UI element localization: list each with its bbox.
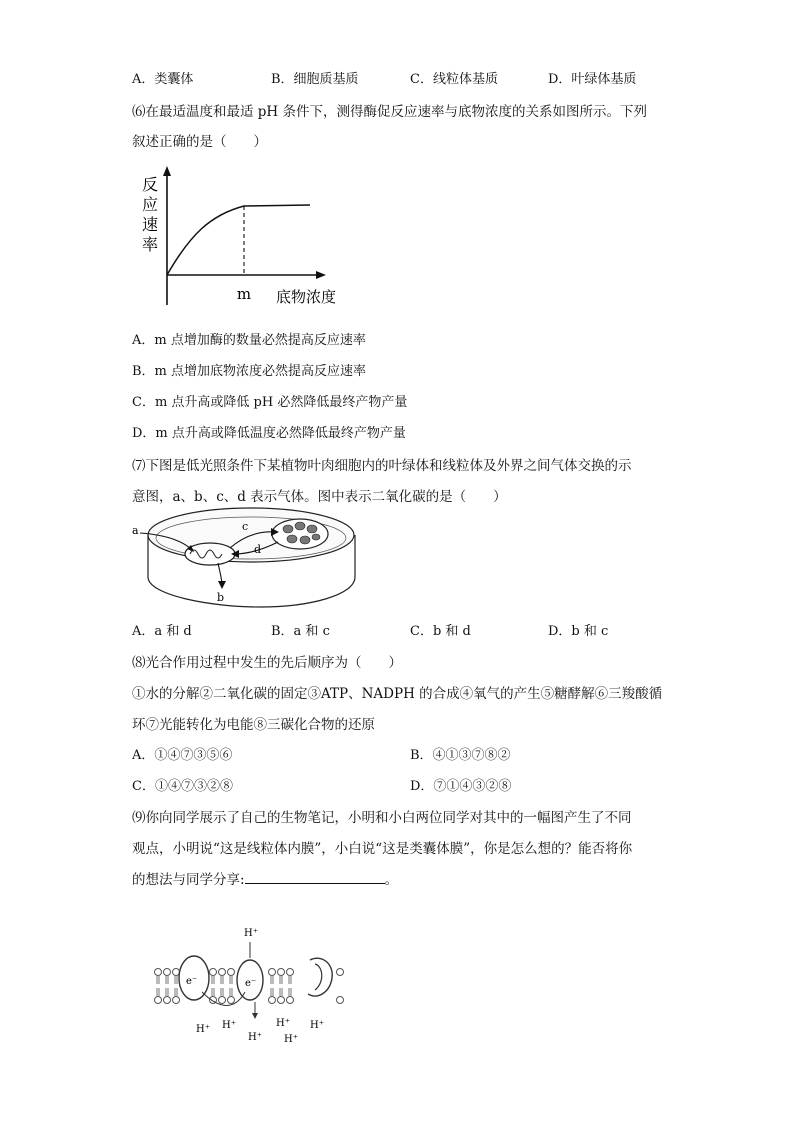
q8-option-c: C．①④⑦③②⑧ <box>132 779 233 794</box>
label-e-1: e⁻ <box>186 976 198 987</box>
label-a: a <box>132 524 139 537</box>
membrane-protein-3 <box>308 958 332 996</box>
q9-line3-suffix: 。 <box>384 872 399 888</box>
x-label: 底物浓度 <box>276 288 337 306</box>
y-label-2: 应 <box>141 195 159 214</box>
q6-option-d: D．m 点升高或降低温度必然降低最终产物产量 <box>132 426 406 441</box>
q6-option-b: B．m 点增加底物浓度必然提高反应速率 <box>132 364 367 379</box>
q8-items-line1: ①水的分解②二氧化碳的固定③ATP、NADPH 的合成④氧气的产生⑤糖酵解⑥三羧酸循 <box>132 686 663 702</box>
y-label-1: 反 <box>141 175 159 194</box>
q6-stem-line2: 叙述正确的是（ ） <box>132 134 267 150</box>
mitochondrion <box>185 543 235 565</box>
y-axis-arrow <box>163 166 171 176</box>
q5-option-b: B．细胞质基质 <box>271 72 359 87</box>
q7-stem-line1: ⑺下图是低光照条件下某植物叶肉细胞内的叶绿体和线粒体及外界之间气体交换的示 <box>132 458 632 474</box>
q8-stem: ⑻光合作用过程中发生的先后顺序为（ ） <box>132 655 402 671</box>
q9-line1: ⑼你向同学展示了自己的生物笔记，小明和小白两位同学对其中的一幅图产生了不同 <box>132 810 632 826</box>
q5-option-c: C．线粒体基质 <box>410 72 498 87</box>
q5-option-d: D．叶绿体基质 <box>548 72 637 87</box>
q7-option-b: B．a 和 c <box>271 624 330 639</box>
q8-option-a: A．①④⑦③⑤⑥ <box>132 748 233 763</box>
q9-answer-blank[interactable] <box>245 871 385 884</box>
q9-line3 <box>132 868 398 888</box>
q9-line3-prefix: 的想法与同学分享: <box>132 872 245 888</box>
label-h-3: H⁺ <box>248 1032 262 1043</box>
y-label-3: 速 <box>141 215 159 234</box>
q6-rate-graph <box>140 160 370 310</box>
q8-option-d: D．⑦①④③②⑧ <box>410 779 512 794</box>
q9-line2: 观点，小明说“这是线粒体内膜”，小白说“这是类囊体膜”，你是怎么想的？能否将你 <box>132 841 633 857</box>
x-axis-arrow <box>316 271 326 279</box>
rate-curve <box>167 205 310 275</box>
q7-option-d: D．b 和 c <box>548 624 609 639</box>
q6-option-a: A．m 点增加酶的数量必然提高反应速率 <box>132 333 366 348</box>
q6-option-c: C．m 点升高或降低 pH 必然降低最终产物产量 <box>132 395 408 410</box>
bilayer-tails <box>157 976 291 996</box>
q7-option-c: C．b 和 d <box>410 624 471 639</box>
label-d: d <box>254 543 262 556</box>
label-h-6: H⁺ <box>310 1020 324 1031</box>
label-h-top: H⁺ <box>244 928 258 939</box>
y-label-4: 率 <box>141 235 159 254</box>
q9-membrane-diagram <box>150 920 350 1050</box>
label-c: c <box>242 520 249 533</box>
q7-option-a: A．a 和 d <box>132 624 192 639</box>
label-b: b <box>217 591 225 604</box>
q5-option-a: A．类囊体 <box>132 72 194 87</box>
label-h-2: H⁺ <box>222 1020 236 1031</box>
q7-stem-line2: 意图，a、b、c、d 表示气体。图中表示二氧化碳的是（ ） <box>132 489 507 505</box>
label-h-1: H⁺ <box>196 1024 210 1035</box>
label-e-2: e⁻ <box>245 978 257 989</box>
m-label: m <box>236 285 252 303</box>
q8-option-b: B．④①③⑦⑧② <box>410 748 511 763</box>
q6-stem-line1: ⑹在最适温度和最适 pH 条件下，测得酶促反应速率与底物浓度的关系如图所示。下列 <box>132 104 647 120</box>
label-h-5: H⁺ <box>284 1034 298 1045</box>
q7-cell-diagram <box>130 505 360 610</box>
q8-items-line2: 环⑦光能转化为电能⑧三碳化合物的还原 <box>132 717 375 733</box>
label-h-4: H⁺ <box>276 1018 290 1029</box>
